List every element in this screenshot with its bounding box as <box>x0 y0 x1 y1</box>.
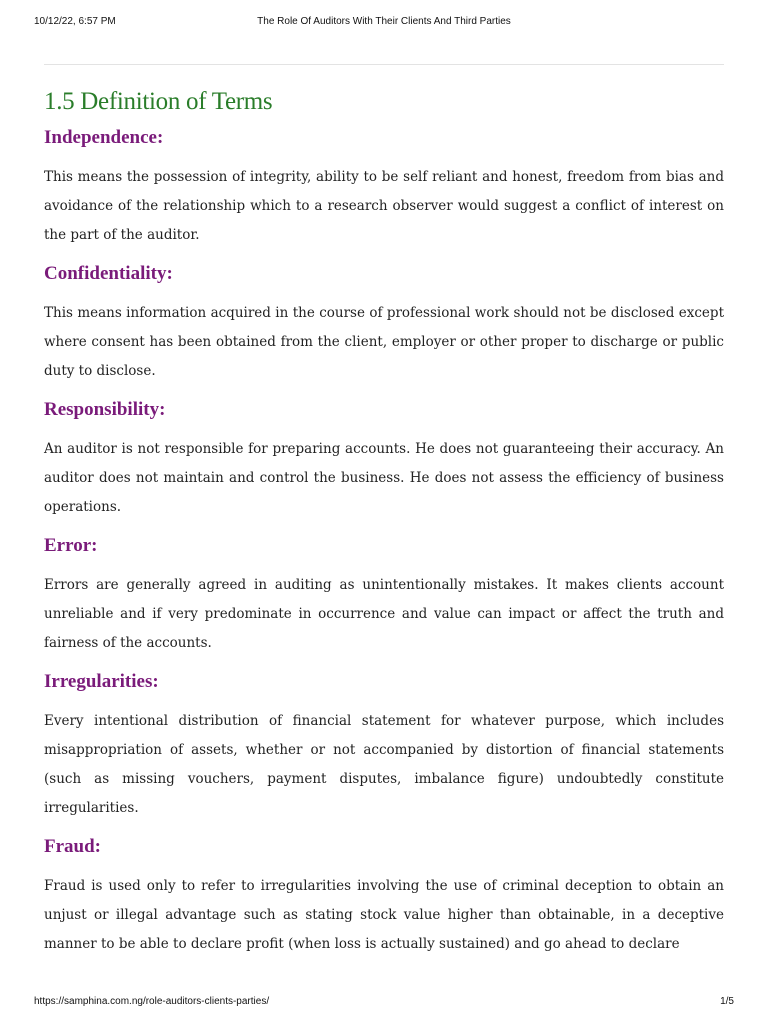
term-definition: Errors are generally agreed in auditing as unintentionally mistakes. It makes clients account unreliable and if very predominate in occurrence and value can impact or affect the truth and fairness of the accounts. <box>44 577 724 651</box>
term-heading: Independence: <box>44 127 164 148</box>
term-heading: Fraud: <box>44 836 101 857</box>
print-url: https://samphina.com.ng/role-auditors-clients-parties/ <box>34 996 270 1007</box>
term-definition: An auditor is not responsible for preparing accounts. He does not guaranteeing their accuracy. An auditor does not maintain and control the business. He does not assess the efficiency of business operations. <box>44 441 724 515</box>
term-irregularities <box>44 670 724 823</box>
article-content <box>44 88 724 971</box>
print-timestamp: 10/12/22, 6:57 PM <box>34 16 116 27</box>
term-heading: Irregularities: <box>44 671 159 692</box>
term-confidentiality <box>44 262 724 386</box>
print-footer <box>34 996 734 1010</box>
term-definition: This means information acquired in the course of professional work should not be disclosed except where consent has been obtained from the client, employer or other proper to discharge or public duty to disclose. <box>44 305 724 379</box>
term-definition: Every intentional distribution of financial statement for whatever purpose, which includes misappropriation of assets, whether or not accompanied by distortion of financial statements (such as missing vouchers, payment disputes, imbalance figure) undoubtedly constitute irregularities. <box>44 713 724 816</box>
print-document-title: The Role Of Auditors With Their Clients And Third Parties <box>257 16 511 27</box>
section-title: 1.5 Definition of Terms <box>44 88 273 115</box>
term-heading: Error: <box>44 535 98 556</box>
term-heading: Responsibility: <box>44 399 166 420</box>
term-responsibility <box>44 398 724 522</box>
term-error <box>44 534 724 658</box>
page-number: 1/5 <box>720 996 734 1007</box>
term-definition: Fraud is used only to refer to irregularities involving the use of criminal deception to obtain an unjust or illegal advantage such as stating stock value higher than obtainable, in a deceptive manner to be able to declare profit (when loss is actually sustained) and go ahead to declare <box>44 878 724 952</box>
term-heading: Confidentiality: <box>44 263 173 284</box>
print-header <box>34 16 734 30</box>
term-independence <box>44 126 724 250</box>
term-definition: This means the possession of integrity, ability to be self reliant and honest, freedom from bias and avoidance of the relationship which to a research observer would suggest a conflict of interest on the part of the auditor. <box>44 169 724 243</box>
header-divider <box>44 64 724 65</box>
term-fraud <box>44 835 724 959</box>
